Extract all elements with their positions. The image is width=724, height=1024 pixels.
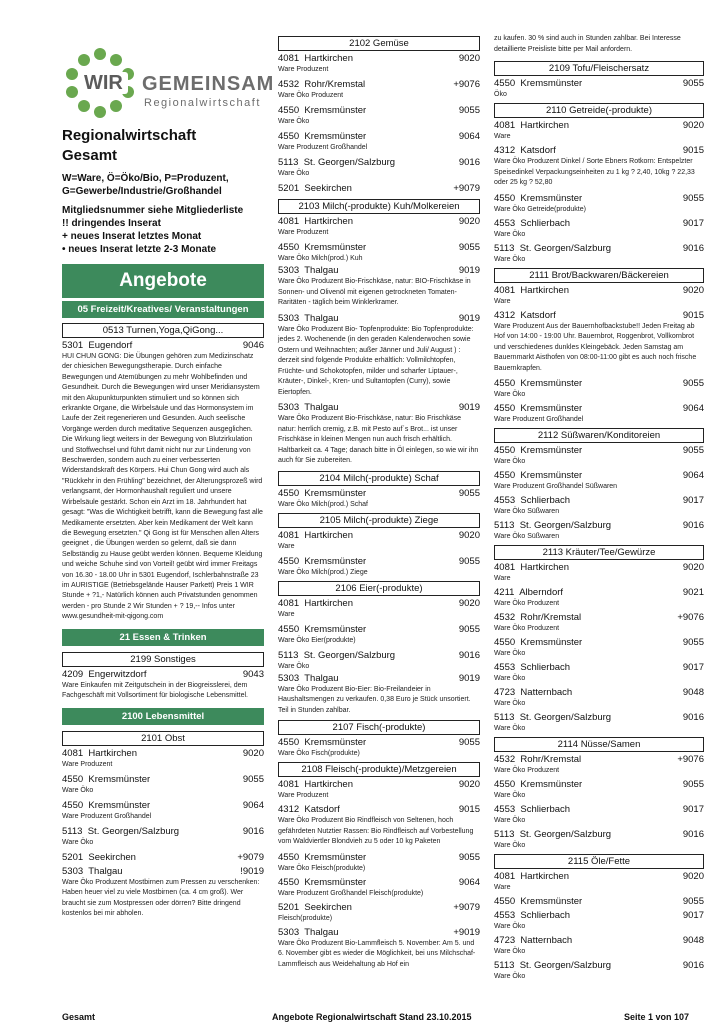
listing: 4550 Kremsmünster 9055 Ware Öko [494,378,704,398]
footer-page-number: Seite 1 von 107 [624,1012,690,1022]
category-header: 2102 Gemüse [278,36,480,51]
listing: 4312 Katsdorf 9015 Ware Öko Produzent Dinkel / Sorte Ebners Rotkorn: Entspelzter Speisedinkel Verpackungseinheiten zu 1 kg ? 2,40, 10kg ? 22,33 oder 25 kg ? 52,80 [494,145,704,186]
listing: 5303 Thalgau !9019 Ware Öko Produzent Mostbirnen zum Pressen zu verschenken: Haben heuer viel zu viele Mostbirnen (ca. 4 cm groß). Wer braucht sie zum Mostpressen oder dörren? Bitte dringend kostenlos bei mir abholen. [62,865,264,918]
listing: 5113 St. Georgen/Salzburg 9016 Ware Öko [494,960,704,980]
listing: 4550 Kremsmünster 9064 Ware Produzent Großhandel Süßwaren [494,470,704,490]
listing: 5303 Thalgau 9019 Ware Öko Produzent Bio-Frischkäse, natur: BIO-Frischkäse in Sonnen- und Olivenöl mit eigenen getrockneten Tomaten-Raritäten - täglich beim Winklerkramer. [278,265,480,306]
listing: 5113 St. Georgen/Salzburg 9016 Ware Öko [494,242,704,263]
logo-wir: WIR [84,72,123,94]
listing: 4550 Kremsmünster 9064 Ware Produzent Großhandel [278,131,480,151]
section-angebote: Angebote [62,264,264,298]
listing: 4312 Katsdorf 9015 Ware Produzent Aus der Bauernhofbackstube!! Jeden Freitag ab Hof von 14:00 - 19:00 Uhr. Bauernbrot, Roggenbrot, Vollkornbrot und verschiedenes dunkles Kleingebäck. Jeden Samstag am Bauernmarkt Aisthofen von 08:00-11:00 gibt es auch noch frische Bauernkrapfen. [494,309,704,372]
listing: 4553 Schlierbach 9017 Ware Öko [494,662,704,682]
listing-description: HUI CHUN GONG: Die Übungen gehören zum Medizinschatz der chiesichen Bewegungstherapie. Durch einfache Bewegungen und Atemübungen zu mehr Wohlbefinden und Gesundheit. Durch die Bewegungen wird unser Meridiansystem mit den Akupunkturpunkten stimuliert und so können sich erkrankte Organe, die Wirbelsäule und das Hormonsystem im Laufe der Zeit regenerieren und Gesunden. Auch seelische Vorgänge werden durch meditative Sequenzen ausgeglichen. Die Wirkung liegt weiters in der Bewegung von Blutzirkulation und Stoffwechsel und führt damit nicht nur zur Linderung von Beschwerden, sondern auch zu einer verbesserten Widerstandskraft des Körpers. Hui Chun Gong wird auch als "Rückkehr in den Frühling" bezeichnet, der Alterungsprozeß wird verlangsamt, der Hormonhaushalt reguliert und unsere Wirbelsäule gestärkt. Schon ein Arzt im 18. Jahrhundert hat gesagt: "Was die Wichtigkeit betrifft, kann die Bewegung fast alle Medikamente ersetzten. Aber kein Medikament der Welt kann die Bewegung ersetzten." Qi Gong ist für Menschen allen Alters geeignet , die Übungen werden so gelernt, daß sie dann Selbständig zu Hause geübt werden können. Bequeme Kleidung und weiche Schuhe sind von Vorteil! geübt wird immer Freitags von 16.30 - 18.00 Uhr in 5301 Eugendorf, Ischlerbahnstraße 23 im AURISTIGE (Betriebsgelände Hauser Parkett) Preis 1 WIR Stunde + ?1,- Natürlich können auch Privatstunden genommen werden - pro Stunde 2 Wir Stunden + ? 19,-- Infos unter www.gesundheit-mit-qigong.com [62,353,263,621]
listing: 5201 Seekirchen +9079 [62,851,264,863]
listing: 4532 Rohr/Kremstal +9076 Ware Öko Produzent [494,754,704,774]
listing: 4209 Engerwitzdorf 9043 Ware Einkaufen mit Zeitgutschein in der Biogreisslerei, dem Fachgeschäft mit Vollsortiment für biologische Lebensmittel. [62,669,264,702]
legend-line: + neues Inserat letztes Monat [62,231,202,242]
logo-gemeinsam: GEMEINSAM [142,73,275,95]
listing: 4550 Kremsmünster 9055 Ware Öko [494,637,704,657]
category-header: 2106 Eier(-produkte) [278,581,480,596]
column-right [494,36,704,981]
legend-line: Mitgliedsnummer siehe Mitgliederliste [62,205,244,216]
listing-location: 5301 Eugendorf [62,340,133,351]
listing: 4081 Hartkirchen 9020 Ware Produzent [278,53,480,73]
listing: 4550 Kremsmünster 9064 Ware Produzent Großhandel [62,799,264,820]
listing: 4553 Schlierbach 9017 Ware Öko [494,804,704,824]
listing: 4553 Schlierbach 9017 Ware Öko [494,217,704,238]
listing: 5113 St. Georgen/Salzburg 9016 Ware Öko [494,829,704,849]
category-header: 2115 Öle/Fette [494,854,704,869]
listing: 4081 Hartkirchen 9020 Ware Produzent [278,779,480,799]
listing: 5201 Seekirchen +9079 [278,183,480,194]
listing: 5303 Thalgau 9019 Ware Öko Produzent Bio- Topfenprodukte: Bio Topfenprodukte: jedes 2. Wochenende (in den geraden Kalenderwochen sowie Ostern und Weihnachten; außer Jänner und Juli/ August ) : derzeit sind folgende Produkte erhältlich: Vollmilchtopfen, Früchte- und Schokotopfen, milder und scharfer Liptauer-, Kräuter-, Dinkel-, Kren- und Sultantopfen (Curry), sowie Eiertopfen. [278,312,480,396]
category-header: 2114 Nüsse/Samen [494,737,704,752]
legend-line: W=Ware, Ö=Öko/Bio, P=Produzent, [62,173,229,184]
listing: 5113 St. Georgen/Salzburg 9016 Ware Öko [278,649,480,670]
listing: 4550 Kremsmünster 9055 Ware Öko [278,105,480,125]
listing: 4550 Kremsmünster 9055 Öko [494,78,704,98]
group-header: 21 Essen & Trinken [62,629,264,646]
listing: 4550 Kremsmünster 9055 Ware Öko Fisch(produkte) [278,737,480,757]
listing: 5201 Seekirchen +9079 Fleisch(produkte) [278,901,480,922]
listing: 4211 Alberndorf 9021 Ware Öko Produzent [494,587,704,607]
listing: 4081 Hartkirchen 9020 Ware [278,597,480,618]
category-header: 2101 Obst [62,731,264,746]
listing-description: Ware Einkaufen mit Zeitgutschein in der Biogreisslerei, dem Fachgeschäft mit Vollsortiment für biologische Lebensmittel. [62,681,248,700]
listing: 5113 St. Georgen/Salzburg 9016 Ware Öko [62,825,264,846]
listing: 5303 Thalgau 9019 Ware Öko Produzent Bio-Frischkäse, natur: Bio Frischkäse natur: herrlich cremig, z.B. mit Pesto auf´s Brot... ist unser Frischkäse in kleinen Mengen nun auch frisch erhältlich. Haltbarkeit ca. 4 Tage; danach bitte in Öl einlegen, so wie wir ihn auch für Sie zubereiten. [278,402,480,464]
listing: 4550 Kremsmünster 9055 Ware Öko Getreide(produkte) [494,192,704,213]
footer-left: Gesamt [62,1012,96,1022]
listing: 5113 St. Georgen/Salzburg 9016 Ware Öko Süßwaren [494,520,704,540]
listing: 5113 St. Georgen/Salzburg 9016 Ware Öko [494,712,704,732]
listing: 5303 Thalgau +9019 Ware Öko Produzent Bio-Lammfleisch 5. November: Am 5. und 6. November gibt es wieder die Möglichkeit, bei uns Milchschaf-Lammfleisch aus Weidehaltung ab Hof ein [278,926,480,968]
listing: 4081 Hartkirchen 9020 Ware [278,529,480,550]
listing: 4081 Hartkirchen 9020 Ware [494,120,704,140]
legend-line: • neues Inserat letzte 2-3 Monate [62,244,217,255]
listing: 4550 Kremsmünster 9064 Ware Produzent Großhandel Fleisch(produkte) [278,876,480,897]
listing: 4550 Kremsmünster 9055 Ware Öko Eier(produkte) [278,623,480,644]
category-header: 0513 Turnen,Yoga,QiGong... [62,323,264,338]
listing: 5303 Thalgau 9019 Ware Öko Produzent Bio-Eier: Bio-Freilandeier in Haushaltsmengen zu verkaufen. 0,38 Euro je Stück unsortiert. Teil in Stunden zahlbar. [278,672,480,714]
footer-center: Angebote Regionalwirtschaft Stand 23.10.2015 [272,1012,472,1022]
category-header: 2199 Sonstiges [62,652,264,667]
listing [62,340,264,623]
listing: 4550 Kremsmünster 9055 Ware Öko [62,773,264,794]
category-header: 2108 Fleisch(-produkte)/Metzgereien [278,762,480,777]
listing: 4550 Kremsmünster 9055 Ware Öko Milch(prod.) Schaf [278,487,480,508]
listing: 4081 Hartkirchen 9020 Ware Produzent [62,747,264,768]
logo [62,42,275,120]
category-header: 2111 Brot/Backwaren/Bäckereien [494,268,704,283]
category-header: 2104 Milch(-produkte) Schaf [278,471,480,486]
listing: 4553 Schlierbach 9017 Ware Öko [494,910,704,930]
group-header: 05 Freizeit/Kreatives/ Veranstaltungen [62,301,264,318]
listing: 4553 Schlierbach 9017 Ware Öko Süßwaren [494,495,704,515]
category-header: 2105 Milch(-produkte) Ziege [278,513,480,528]
listing: 5113 St. Georgen/Salzburg 9016 Ware Öko [278,157,480,177]
column-middle [278,36,480,970]
category-header: 2103 Milch(-produkte) Kuh/Molkereien [278,199,480,214]
listing: 4550 Kremsmünster 9055 [494,896,704,907]
member-number: 9046 [242,340,264,351]
page-subtitle: Gesamt [62,147,118,164]
category-header: 2107 Fisch(-produkte) [278,720,480,735]
category-header: 2109 Tofu/Fleischersatz [494,61,704,76]
column-left [62,36,275,920]
listing: 4081 Hartkirchen 9020 Ware Produzent [278,216,480,236]
listing: 4550 Kremsmünster 9055 Ware Öko Milch(prod.) Kuh [278,242,480,262]
page-title: Regionalwirtschaft [62,127,197,144]
listing: 4550 Kremsmünster 9055 Ware Öko Fleisch(produkte) [278,851,480,872]
listing: 4081 Hartkirchen 9020 Ware [494,284,704,305]
legend-line: !! dringendes Inserat [62,218,161,229]
listing: 4550 Kremsmünster 9055 Ware Öko [494,779,704,799]
listing: 4081 Hartkirchen 9020 Ware [494,562,704,582]
category-header: 2113 Kräuter/Tee/Gewürze [494,545,704,560]
listing: 4550 Kremsmünster 9055 Ware Öko [494,445,704,465]
logo-regional: Regionalwirtschaft [144,97,261,109]
listing: 4312 Katsdorf 9015 Ware Öko Produzent Bio Rindfleisch von Seltenen, hoch gefährdeten Nutztier Rassen: Bio Rindfleisch auf Vorbestellung vom Waldviertler Blondvieh zu 5 oder 10 kg Paketen [278,804,480,845]
listing: 4081 Hartkirchen 9020 Ware [494,871,704,891]
listing: 4550 Kremsmünster 9055 Ware Öko Milch(prod.) Ziege [278,555,480,576]
group-header: 2100 Lebensmittel [62,708,264,725]
listing: 4532 Rohr/Kremstal +9076 Ware Öko Produzent [278,79,480,99]
category-header: 2110 Getreide(-produkte) [494,103,704,118]
category-header: 2112 Süßwaren/Konditoreien [494,428,704,443]
legend-line: G=Gewerbe/Industrie/Großhandel [62,186,222,197]
listing: 4532 Rohr/Kremstal +9076 Ware Öko Produzent [494,612,704,632]
continued-text: zu kaufen. 30 % sind auch in Stunden zahlbar. Bei Interesse detaillierte Preisliste bitte per Mail anfordern. [494,35,681,53]
listing: 4550 Kremsmünster 9064 Ware Produzent Großhandel [494,403,704,423]
listing: 4723 Natternbach 9048 Ware Öko [494,935,704,955]
listing: 4723 Natternbach 9048 Ware Öko [494,687,704,707]
